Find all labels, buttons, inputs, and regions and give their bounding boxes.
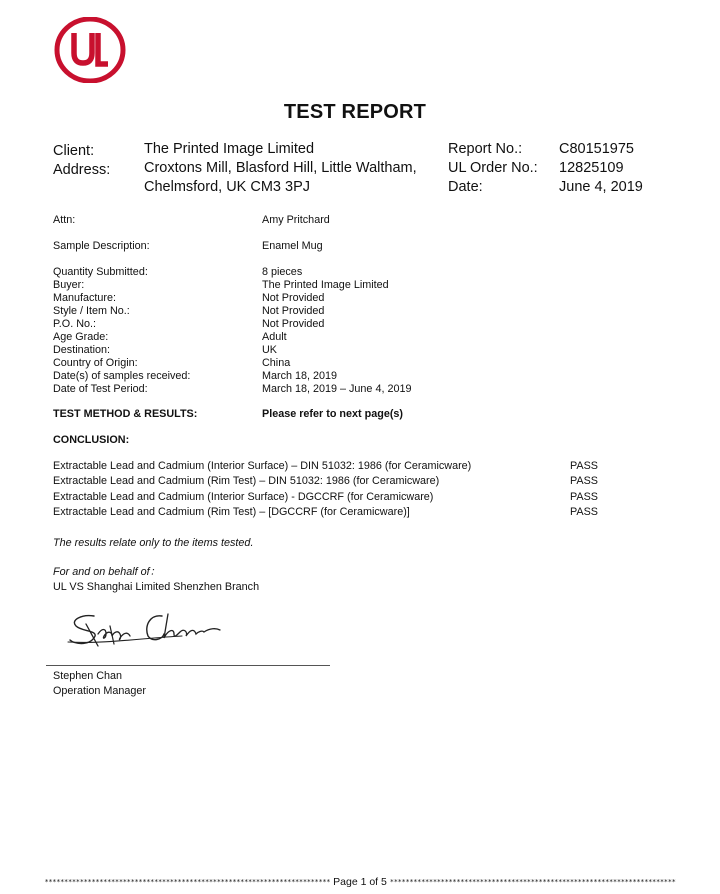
conclusion-result: PASS (570, 490, 599, 503)
conclusion-result: PASS (570, 475, 599, 488)
field-value: Adult (262, 331, 287, 343)
date-label: Date: (448, 179, 483, 195)
client-label: Client: (53, 143, 95, 159)
attn-value: Amy Pritchard (262, 214, 330, 226)
attn-label: Attn: (53, 214, 76, 226)
field-label: Style / Item No.: (53, 305, 130, 317)
conclusion-row (53, 491, 613, 506)
conclusion-test: Extractable Lead and Cadmium (Rim Test) – DIN 51032: 1986 (for Ceramicware) (53, 475, 440, 488)
address-line-2: Chelmsford, UK CM3 3PJ (144, 179, 310, 195)
date-value: June 4, 2019 (559, 179, 643, 195)
conclusion-result: PASS (570, 460, 599, 472)
footer-stars-right: ************************************************************************* (389, 878, 676, 887)
page-footer (0, 876, 720, 888)
results-note: The results relate only to the items tested. (53, 537, 254, 549)
conclusion-table (53, 460, 613, 521)
address-label: Address: (53, 162, 111, 178)
field-label: Country of Origin: (53, 357, 138, 369)
signature-line (46, 665, 330, 666)
method-label: TEST METHOD & RESULTS: (53, 408, 198, 420)
conclusion-label: CONCLUSION: (53, 434, 130, 446)
field-value: Not Provided (262, 318, 325, 330)
behalf-label: For and on behalf of： (53, 566, 161, 578)
field-value: 8 pieces (262, 266, 303, 278)
sample-label: Sample Description: (53, 240, 150, 252)
ul-logo-icon (54, 17, 126, 83)
conclusion-test: Extractable Lead and Cadmium (Rim Test) – [DGCCRF (for Ceramicware)] (53, 505, 410, 518)
report-no-label: Report No.: (448, 141, 523, 157)
address-line-1: Croxtons Mill, Blasford Hill, Little Waltham, (144, 160, 417, 176)
footer-stars-left: ************************************************************************* (44, 878, 331, 887)
field-value: March 18, 2019 (262, 370, 338, 382)
signatory-title: Operation Manager (53, 685, 147, 697)
field-label: Date of Test Period: (53, 383, 148, 395)
order-no-value: 12825109 (559, 160, 624, 176)
sample-value: Enamel Mug (262, 240, 323, 252)
field-label: Buyer: (53, 279, 85, 291)
field-value: March 18, 2019 – June 4, 2019 (262, 383, 412, 395)
conclusion-row (53, 460, 613, 475)
conclusion-result: PASS (570, 505, 599, 518)
report-title: TEST REPORT (283, 101, 427, 123)
field-value: China (262, 357, 291, 369)
signatory-name: Stephen Chan (53, 670, 123, 682)
report-no-value: C80151975 (559, 141, 634, 157)
field-value: UK (262, 344, 277, 356)
page-number: Page 1 of 5 (333, 876, 387, 888)
field-value: The Printed Image Limited (262, 279, 389, 291)
behalf-company: UL VS Shanghai Limited Shenzhen Branch (53, 581, 260, 593)
field-label: Quantity Submitted: (53, 266, 148, 278)
client-value: The Printed Image Limited (144, 141, 315, 157)
field-label: Manufacture: (53, 292, 117, 304)
field-label: P.O. No.: (53, 318, 97, 330)
method-value: Please refer to next page(s) (262, 408, 404, 420)
order-no-label: UL Order No.: (448, 160, 538, 176)
field-label: Date(s) of samples received: (53, 370, 191, 382)
field-label: Age Grade: (53, 331, 109, 343)
field-label: Destination: (53, 344, 111, 356)
conclusion-test: Extractable Lead and Cadmium (Interior Surface) - DGCCRF (for Ceramicware) (53, 490, 434, 503)
conclusion-row (53, 475, 613, 490)
field-value: Not Provided (262, 305, 325, 317)
field-value: Not Provided (262, 292, 325, 304)
conclusion-test: Extractable Lead and Cadmium (Interior Surface) – DIN 51032: 1986 (for Ceramicware) (53, 460, 472, 472)
signature-image (64, 606, 224, 652)
conclusion-row (53, 506, 613, 521)
